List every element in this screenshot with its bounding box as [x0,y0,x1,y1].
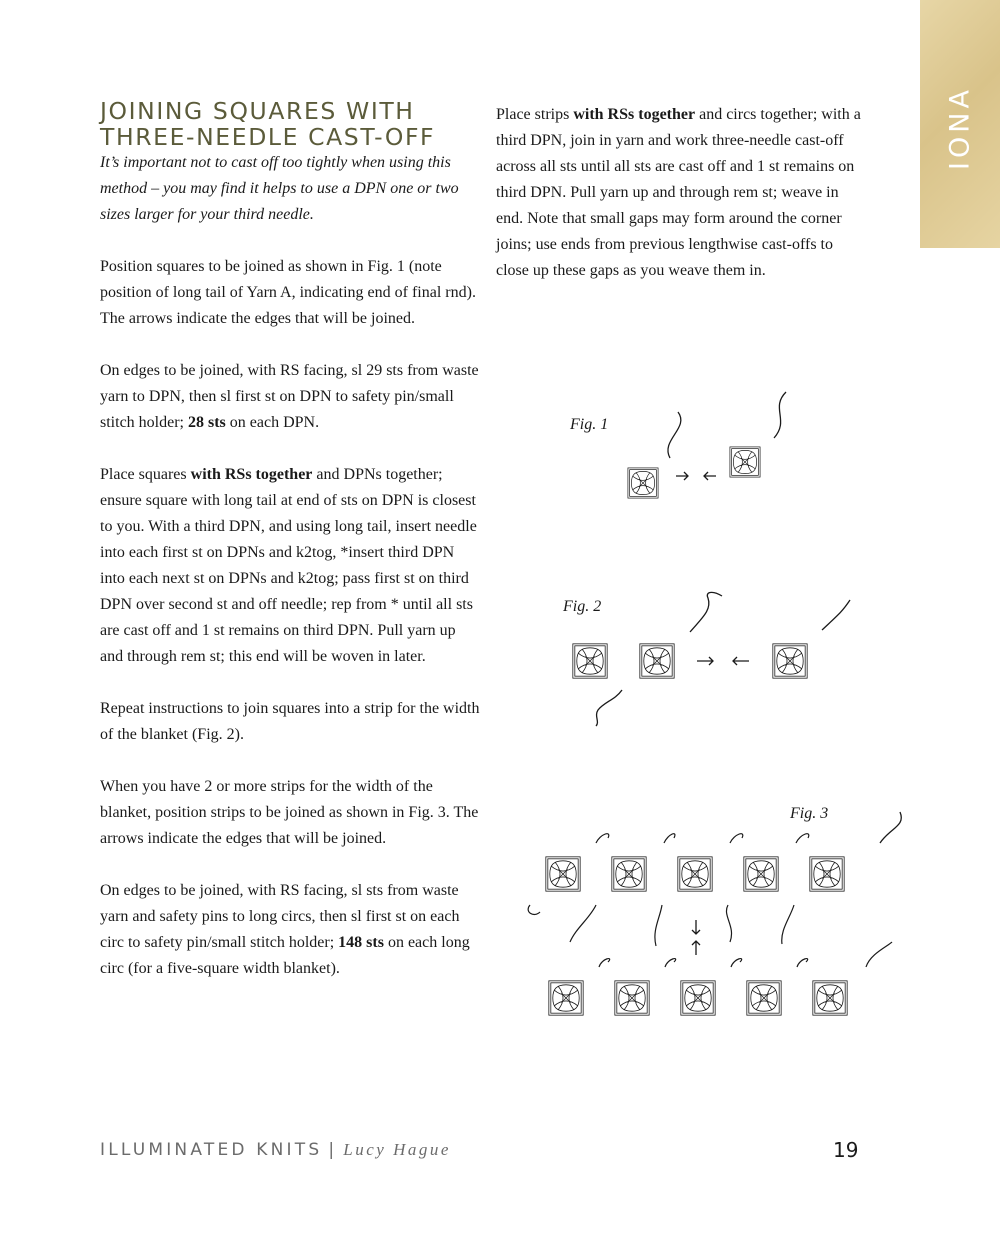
paragraph-join-strips: When you have 2 or more strips for the width of the blanket, position strips to be joined as shown in Fig. 3. The arrows indicate the edges that will be joined. [100,778,479,847]
paragraph-three-needle-castoff: Place squares with RSs together and DPNs together; ensure square with long tail at end of sts on DPN is closest to you. With a third DPN, and using long tail, insert needle into each first st on DPNs and k2tog, *insert third DPN into each next st on DPNs and k2tog; pass first st on third DPN over second st and off needle; rep from * until all sts are cast off and 1 st remains on third DPN. Pull yarn up and through rem st; this end will be woven in later. [100,466,477,665]
author-name: Lucy Hague [343,1140,451,1159]
paragraph-slip-stitches: On edges to be joined, with RS facing, sl 29 sts from waste yarn to DPN, then sl first st on DPN to safety pin/small stitch holder; 28 sts on each DPN. [100,362,479,431]
fig-2-diagram [573,592,850,726]
fig-3-label: Fig. 3 [790,805,829,822]
heading-line-2: THREE-NEEDLE CAST-OFF [100,123,436,151]
intro-note: It’s important not to cast off too tightly when using this method – you may find it helps to use a DPN one or two sizes larger for your third needle. [100,154,459,223]
fig-1-diagram [628,392,786,498]
section-tab-label: IONA [944,86,976,170]
running-footer [100,1140,451,1160]
footer-separator: | [328,1140,338,1160]
fig-3-diagram [528,812,901,1015]
paragraph-repeat-strip: Repeat instructions to join squares into a strip for the width of the blanket (Fig. 2). [100,700,480,743]
heading-line-1: JOINING SQUARES WITH [100,97,415,125]
paragraph-position-squares: Position squares to be joined as shown in Fig. 1 (note position of long tail of Yarn A, indicating end of final rnd). The arrows indicate the edges that will be joined. [100,258,476,327]
page-number: 19 [833,1138,859,1162]
book-title: ILLUMINATED KNITS [100,1140,323,1160]
paragraph-long-circs: On edges to be joined, with RS facing, sl sts from waste yarn and safety pins to long circs, then sl first st on each circ to safety pin/small stitch holder; 148 sts on each long circ (for a five-square width blanket). [100,882,470,977]
fig-1-label: Fig. 1 [570,416,609,433]
paragraph-join-strips-castoff: Place strips with RSs together and circs together; with a third DPN, join in yarn and work three-needle cast-off across all sts until all sts are cast off and 1 st remains on third DPN. Pull yarn up and through rem st; weave in end. Note that small gaps may form around the corner joins; use ends from previous lengthwise cast-offs to close up these gaps as you weave them in. [496,106,861,279]
fig-2-label: Fig. 2 [563,598,602,615]
